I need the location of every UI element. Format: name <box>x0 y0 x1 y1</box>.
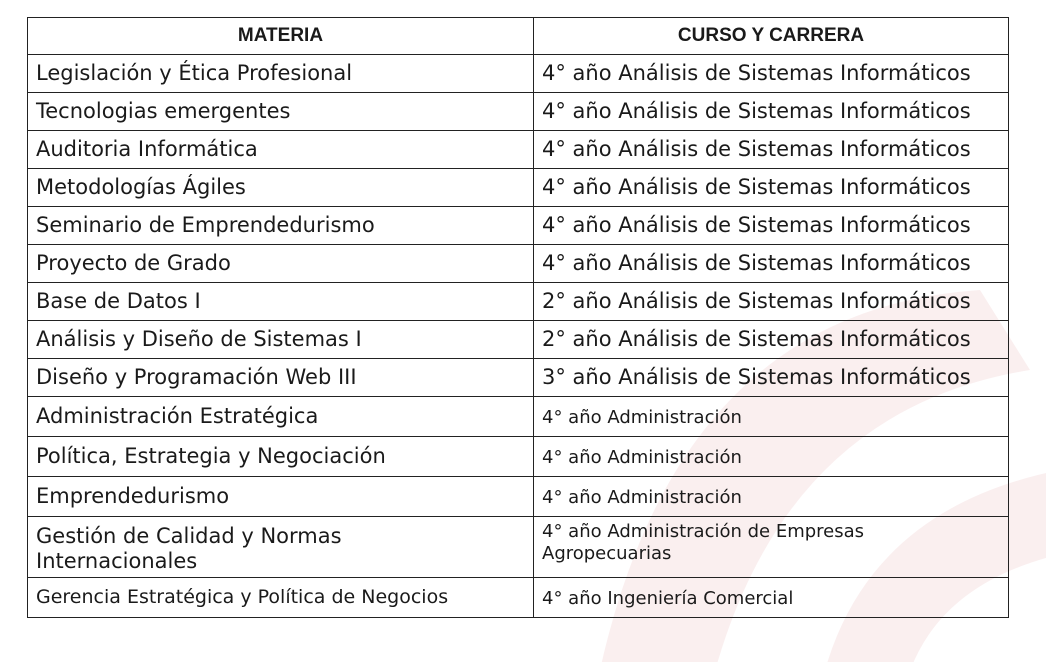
table-row <box>28 578 1009 618</box>
curso-line: Agropecuarias <box>542 542 672 564</box>
table-row <box>28 245 1009 283</box>
table-row <box>28 321 1009 359</box>
materia-cell <box>28 517 534 578</box>
materia-cell: Base de Datos I <box>28 283 534 321</box>
curso-cell: 4° año Análisis de Sistemas Informáticos <box>534 55 1009 93</box>
header-materia: MATERIA <box>28 18 534 55</box>
materia-cell: Diseño y Programación Web III <box>28 359 534 397</box>
table-row <box>28 131 1009 169</box>
curso-line: 4° año Administración de Empresas <box>542 521 865 542</box>
materia-cell: Gerencia Estratégica y Política de Negocios <box>28 578 534 618</box>
materia-cell: Proyecto de Grado <box>28 245 534 283</box>
table-row <box>28 93 1009 131</box>
table-row <box>28 397 1009 437</box>
table-row <box>28 207 1009 245</box>
table-header-row <box>28 18 1009 55</box>
curso-cell: 2° año Análisis de Sistemas Informáticos <box>534 283 1009 321</box>
materia-line: Gestión de Calidad y Normas <box>36 523 342 548</box>
materia-cell: Emprendedurismo <box>28 477 534 517</box>
curso-cell: 4° año Administración <box>534 437 1009 477</box>
header-curso-carrera: CURSO Y CARRERA <box>534 18 1009 55</box>
curso-cell: 4° año Administración <box>534 397 1009 437</box>
table-row <box>28 477 1009 517</box>
materia-cell: Legislación y Ética Profesional <box>28 55 534 93</box>
curso-cell <box>534 517 1009 578</box>
materia-cell: Análisis y Diseño de Sistemas I <box>28 321 534 359</box>
materia-cell: Seminario de Emprendedurismo <box>28 207 534 245</box>
curso-cell: 4° año Ingeniería Comercial <box>534 578 1009 618</box>
materia-line: Internacionales <box>36 549 198 573</box>
curso-cell: 2° año Análisis de Sistemas Informáticos <box>534 321 1009 359</box>
table-row <box>28 283 1009 321</box>
curso-cell: 4° año Análisis de Sistemas Informáticos <box>534 245 1009 283</box>
curso-cell: 4° año Análisis de Sistemas Informáticos <box>534 169 1009 207</box>
curso-cell: 4° año Análisis de Sistemas Informáticos <box>534 93 1009 131</box>
curso-cell: 4° año Administración <box>534 477 1009 517</box>
materia-cell: Tecnologias emergentes <box>28 93 534 131</box>
materia-cell: Metodologías Ágiles <box>28 169 534 207</box>
table-row <box>28 55 1009 93</box>
materia-cell: Auditoria Informática <box>28 131 534 169</box>
curso-cell: 4° año Análisis de Sistemas Informáticos <box>534 207 1009 245</box>
curso-cell: 4° año Análisis de Sistemas Informáticos <box>534 131 1009 169</box>
materia-cell: Administración Estratégica <box>28 397 534 437</box>
table-row <box>28 517 1009 578</box>
table-row <box>28 437 1009 477</box>
table-row <box>28 169 1009 207</box>
curso-cell: 3° año Análisis de Sistemas Informáticos <box>534 359 1009 397</box>
subjects-table <box>27 17 1009 618</box>
materia-cell: Política, Estrategia y Negociación <box>28 437 534 477</box>
table-row <box>28 359 1009 397</box>
